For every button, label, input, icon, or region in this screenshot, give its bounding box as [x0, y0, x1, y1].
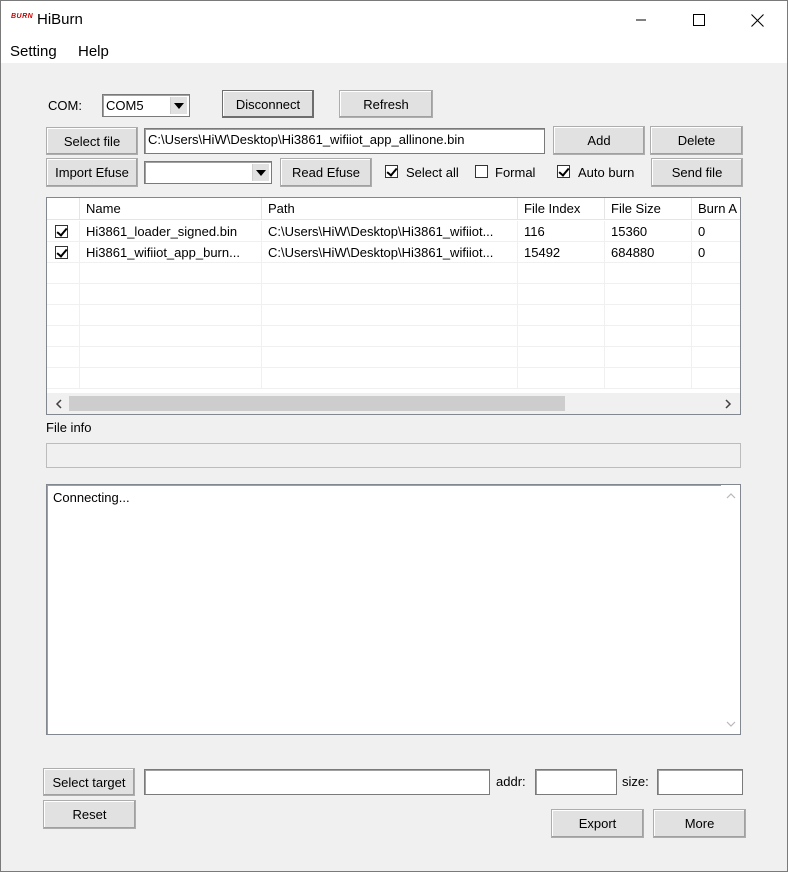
- com-port-select[interactable]: [102, 94, 190, 117]
- empty-cell: [692, 305, 741, 326]
- empty-cell: [262, 326, 518, 347]
- file-info-label: File info: [46, 420, 92, 435]
- chevron-down-icon: [174, 103, 184, 109]
- target-input[interactable]: [144, 769, 490, 795]
- chevron-down-icon: [726, 720, 736, 728]
- row-file-index: 15492: [518, 242, 605, 263]
- read-efuse-button[interactable]: Read Efuse: [280, 158, 372, 187]
- scroll-down-arrow[interactable]: [721, 715, 740, 732]
- close-button[interactable]: [728, 1, 786, 39]
- chevron-up-icon: [726, 492, 736, 500]
- select-file-button[interactable]: Select file: [46, 127, 138, 155]
- empty-cell: [518, 263, 605, 284]
- empty-cell: [518, 368, 605, 389]
- window-title: HiBurn: [37, 11, 83, 28]
- vertical-scrollbar[interactable]: [721, 485, 740, 734]
- add-button[interactable]: Add: [553, 126, 645, 155]
- empty-table-row: [47, 326, 740, 347]
- empty-cell: [605, 326, 692, 347]
- empty-table-row: [47, 284, 740, 305]
- efuse-select[interactable]: [144, 161, 272, 184]
- empty-cell: [692, 284, 741, 305]
- empty-table-row: [47, 347, 740, 368]
- empty-cell: [518, 284, 605, 305]
- import-efuse-button[interactable]: Import Efuse: [46, 158, 138, 187]
- empty-cell: [80, 326, 262, 347]
- row-file-size: 15360: [605, 221, 692, 242]
- chevron-right-icon: [724, 399, 732, 409]
- addr-label: addr:: [496, 774, 526, 789]
- addr-input[interactable]: [535, 769, 617, 795]
- row-file-index: 116: [518, 221, 605, 242]
- column-header-name[interactable]: Name: [80, 198, 262, 220]
- log-output[interactable]: [46, 484, 741, 735]
- chevron-down-icon: [256, 170, 266, 176]
- empty-cell: [605, 284, 692, 305]
- row-checkbox-cell: [47, 242, 80, 263]
- select-all-label: Select all: [406, 165, 459, 180]
- empty-cell: [80, 305, 262, 326]
- scroll-left-arrow[interactable]: [49, 395, 69, 412]
- size-input[interactable]: [657, 769, 743, 795]
- file-info-field: [46, 443, 741, 468]
- row-burn-addr: 0: [698, 224, 706, 239]
- column-header-check[interactable]: [47, 198, 80, 220]
- empty-cell: [47, 284, 80, 305]
- empty-cell: [518, 305, 605, 326]
- select-target-button[interactable]: Select target: [43, 768, 135, 796]
- row-path: C:\Users\HiW\Desktop\Hi3861_wifiiot...: [262, 221, 518, 242]
- empty-cell: [518, 326, 605, 347]
- empty-cell: [47, 347, 80, 368]
- empty-cell: [605, 263, 692, 284]
- maximize-icon: [693, 14, 705, 26]
- empty-cell: [262, 368, 518, 389]
- horizontal-scrollbar[interactable]: [47, 393, 740, 414]
- chevron-left-icon: [55, 399, 63, 409]
- empty-table-row: [47, 368, 740, 389]
- formal-checkbox[interactable]: [475, 165, 488, 178]
- menu-help[interactable]: Help: [78, 43, 109, 60]
- send-file-button[interactable]: Send file: [651, 158, 743, 187]
- empty-cell: [262, 284, 518, 305]
- scroll-right-arrow[interactable]: [718, 395, 738, 412]
- maximize-button[interactable]: [670, 1, 728, 39]
- row-burn-addr: 0: [698, 245, 706, 260]
- empty-cell: [605, 347, 692, 368]
- column-header-path[interactable]: Path: [262, 198, 518, 220]
- minimize-icon: [635, 14, 647, 26]
- scroll-up-arrow[interactable]: [721, 487, 740, 504]
- file-list-header: [47, 198, 740, 220]
- empty-cell: [80, 263, 262, 284]
- empty-cell: [692, 368, 741, 389]
- empty-table-row: [47, 305, 740, 326]
- file-path-input[interactable]: C:\Users\HiW\Desktop\Hi3861_wifiiot_app_allinone.bin: [144, 128, 545, 154]
- efuse-dropdown-arrow[interactable]: [252, 164, 269, 181]
- reset-button[interactable]: Reset: [43, 800, 136, 829]
- empty-cell: [692, 263, 741, 284]
- table-row[interactable]: [47, 242, 740, 263]
- row-checkbox[interactable]: [55, 225, 68, 238]
- row-checkbox-cell: [47, 221, 80, 242]
- title-bar: [1, 1, 787, 39]
- menu-setting[interactable]: Setting: [10, 43, 57, 60]
- empty-cell: [47, 305, 80, 326]
- select-all-checkbox[interactable]: [385, 165, 398, 178]
- com-port-value: COM5: [106, 98, 144, 113]
- column-header-burn-addr[interactable]: Burn A: [698, 201, 738, 216]
- empty-cell: [262, 263, 518, 284]
- formal-label: Formal: [495, 165, 536, 180]
- disconnect-button[interactable]: Disconnect: [222, 90, 314, 118]
- empty-table-row: [47, 263, 740, 284]
- table-row[interactable]: [47, 221, 740, 242]
- row-path: C:\Users\HiW\Desktop\Hi3861_wifiiot...: [262, 242, 518, 263]
- column-header-file-index[interactable]: File Index: [518, 198, 605, 220]
- delete-button[interactable]: Delete: [650, 126, 743, 155]
- empty-cell: [47, 368, 80, 389]
- com-label: COM:: [48, 98, 82, 113]
- file-list-view[interactable]: [46, 197, 741, 415]
- close-icon: [751, 14, 764, 27]
- row-file-size: 684880: [605, 242, 692, 263]
- size-label: size:: [622, 774, 649, 789]
- burn-app-icon: BURN: [11, 13, 34, 20]
- refresh-button[interactable]: Refresh: [339, 90, 433, 118]
- empty-cell: [605, 305, 692, 326]
- empty-cell: [47, 326, 80, 347]
- export-button[interactable]: Export: [551, 809, 644, 838]
- horizontal-scroll-thumb[interactable]: [69, 396, 565, 411]
- com-port-dropdown-arrow[interactable]: [170, 97, 187, 114]
- empty-cell: [692, 347, 741, 368]
- empty-cell: [692, 326, 741, 347]
- empty-cell: [518, 347, 605, 368]
- empty-cell: [47, 263, 80, 284]
- empty-cell: [80, 368, 262, 389]
- menu-bar: [1, 39, 787, 63]
- column-header-file-size[interactable]: File Size: [605, 198, 692, 220]
- empty-cell: [262, 347, 518, 368]
- auto-burn-label: Auto burn: [578, 165, 635, 180]
- empty-cell: [80, 284, 262, 305]
- row-checkbox[interactable]: [55, 246, 68, 259]
- empty-cell: [80, 347, 262, 368]
- row-name: Hi3861_loader_signed.bin: [80, 221, 262, 242]
- empty-cell: [605, 368, 692, 389]
- row-name: Hi3861_wifiiot_app_burn...: [80, 242, 262, 263]
- auto-burn-checkbox[interactable]: [557, 165, 570, 178]
- more-button[interactable]: More: [653, 809, 746, 838]
- log-text: Connecting...: [53, 490, 130, 505]
- minimize-button[interactable]: [612, 1, 670, 39]
- empty-cell: [262, 305, 518, 326]
